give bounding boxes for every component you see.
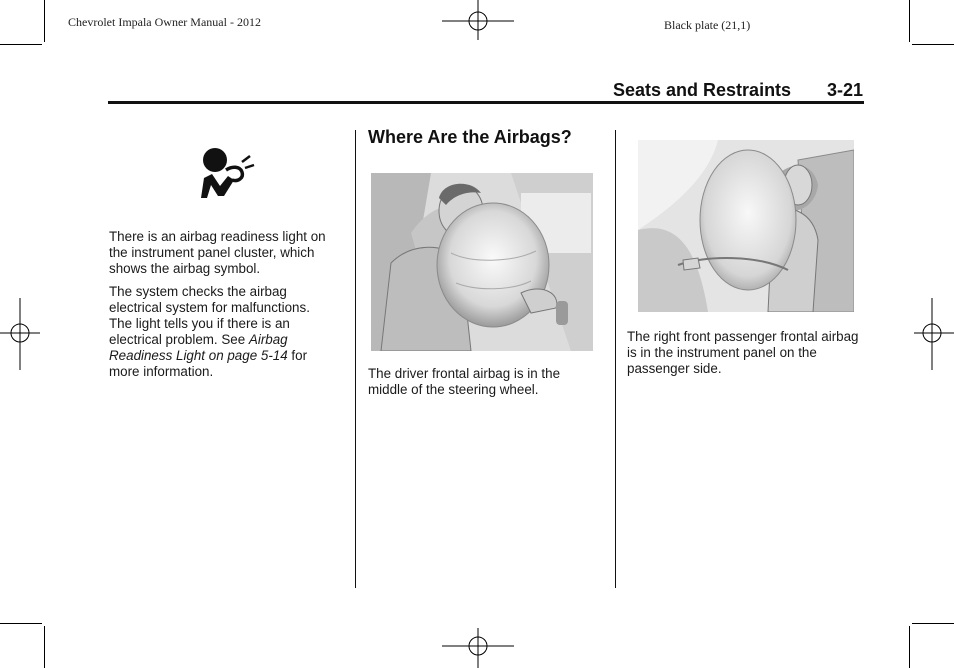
crop-mark-bl-v — [44, 626, 45, 668]
airbag-readiness-symbol-icon — [198, 146, 256, 202]
registration-mark-right — [912, 296, 954, 372]
column-divider-1 — [355, 130, 356, 588]
registration-mark-top — [440, 0, 516, 44]
passenger-airbag-caption: The right front passenger frontal airbag is in the instrument panel on the passenger side. — [627, 329, 859, 376]
driver-airbag-caption: The driver frontal airbag is in the middle of the steering wheel. — [368, 366, 561, 397]
crop-mark-tr-h — [912, 44, 954, 45]
crop-mark-tl-h — [0, 44, 42, 45]
registration-mark-left — [0, 296, 42, 372]
crop-mark-bl-h — [0, 623, 42, 624]
crop-mark-tl-v — [44, 0, 45, 42]
crop-mark-br-v — [909, 626, 910, 668]
page-number: 3-21 — [827, 80, 864, 100]
section-title: Seats and Restraints — [613, 80, 792, 100]
running-header-right: Black plate (21,1) — [664, 18, 751, 32]
system-check-text: The system checks the airbag electrical system for malfunctions. The light tells you if there is an electrical problem. See — [109, 284, 310, 347]
registration-mark-bottom — [440, 626, 516, 668]
crop-mark-tr-v — [909, 0, 910, 42]
running-header-left: Chevrolet Impala Owner Manual - 2012 — [68, 15, 261, 29]
readiness-light-paragraph: There is an airbag readiness light on the instrument panel cluster, which shows the airbag symbol. — [109, 229, 326, 276]
system-check-suffix: for more information. — [109, 348, 308, 379]
driver-airbag-illustration — [371, 173, 593, 351]
column-divider-2 — [615, 130, 616, 588]
system-check-paragraph — [109, 284, 335, 380]
passenger-airbag-illustration — [638, 140, 854, 312]
airbag-readiness-link[interactable]: Airbag Readiness Light on page 5-14 — [109, 332, 288, 363]
crop-mark-br-h — [912, 623, 954, 624]
section-heading: Where Are the Airbags? — [368, 127, 572, 147]
header-rule — [108, 101, 864, 104]
